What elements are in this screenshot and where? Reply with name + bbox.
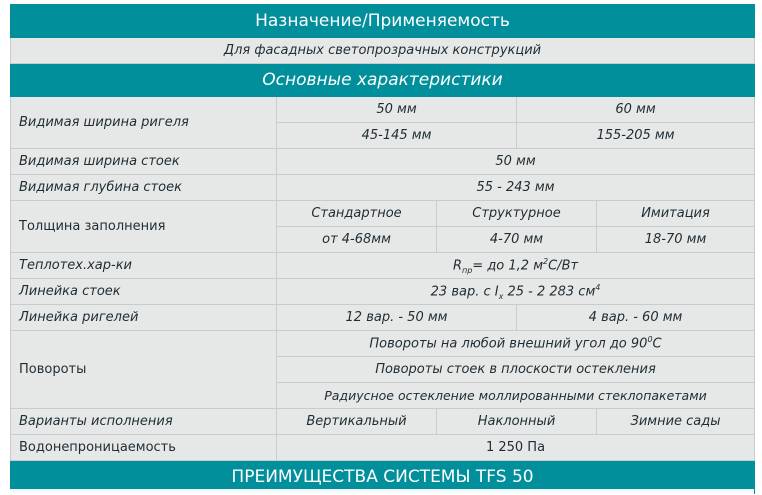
header-title: Назначение/Применяемость [11,5,755,38]
turns-text-1-pre: Повороты на любой внешний угол до 90 [369,336,648,352]
transom-line-label: Линейка ригелей [11,305,277,331]
infill-structural-value: 4-70 мм [437,227,597,253]
turns-text-1 [277,331,755,357]
infill-row-1 [11,201,755,227]
purpose-text: Для фасадных светопрозрачных конструкций [11,38,755,64]
thermal-label: Теплотех.хар-ки [11,253,277,279]
infill-imitation-value: 18-70 мм [597,227,755,253]
transom-width-row-1 [11,97,755,123]
transom-width-b1: 60 мм [517,97,755,123]
infill-standard-value: от 4-68мм [277,227,437,253]
transom-width-a1: 50 мм [277,97,517,123]
mullion-depth-label: Видимая глубина стоек [11,175,277,201]
mullion-width-label: Видимая ширина стоек [11,149,277,175]
thermal-r: R [452,257,462,273]
variant-inclined: Наклонный [437,409,597,435]
mullion-line-value [277,279,755,305]
infill-structural: Структурное [437,201,597,227]
thermal-unit: С/Вт [548,257,579,273]
infill-label: Толщина заполнения [11,201,277,253]
section-title: Основные характеристики [11,64,755,97]
spec-table-container [10,4,754,494]
turns-row-1 [11,331,755,357]
transom-line-b: 4 вар. - 60 мм [517,305,755,331]
variant-winter-gardens: Зимние сады [597,409,755,435]
turns-text-2: Повороты стоек в плоскости остекления [277,357,755,383]
mullion-line-pre: 23 вар. с I [430,283,499,299]
water-label: Водонепроницаемость [11,435,277,461]
infill-standard: Стандартное [277,201,437,227]
bottom-fade [10,489,754,495]
spec-table [10,4,755,494]
turns-text-1-sup: 0 [647,335,653,345]
thermal-row [11,253,755,279]
turns-text-3: Радиусное остекление моллированными стеклопакетами [277,383,755,409]
water-value: 1 250 Па [277,435,755,461]
turns-label: Повороты [11,331,277,409]
mullion-line-sup: 4 [595,282,601,292]
mullion-depth-row [11,175,755,201]
mullion-line-row [11,279,755,305]
mullion-line-sub: x [498,291,504,301]
thermal-r-sub: пр [461,265,473,275]
turns-text-1-post: С [652,336,662,352]
variant-vertical: Вертикальный [277,409,437,435]
section-title-row [11,64,755,97]
transom-width-b2: 155-205 мм [517,123,755,149]
thermal-sup: 2 [543,256,549,266]
thermal-number: = до 1,2 м [472,257,544,273]
variants-label: Варианты исполнения [11,409,277,435]
footer-title: ПРЕИМУЩЕСТВА СИСТЕМЫ TFS 50 [11,461,755,494]
transom-line-a: 12 вар. - 50 мм [277,305,517,331]
mullion-width-row [11,149,755,175]
transom-width-a2: 45-145 мм [277,123,517,149]
transom-line-row [11,305,755,331]
infill-imitation: Имитация [597,201,755,227]
mullion-line-label: Линейка стоек [11,279,277,305]
header-title-row [11,5,755,38]
mullion-width-value: 50 мм [277,149,755,175]
purpose-row [11,38,755,64]
mullion-depth-value: 55 - 243 мм [277,175,755,201]
thermal-value [277,253,755,279]
water-row [11,435,755,461]
mullion-line-range: 25 - 2 283 см [503,283,596,299]
variants-row [11,409,755,435]
transom-width-label: Видимая ширина ригеля [11,97,277,149]
